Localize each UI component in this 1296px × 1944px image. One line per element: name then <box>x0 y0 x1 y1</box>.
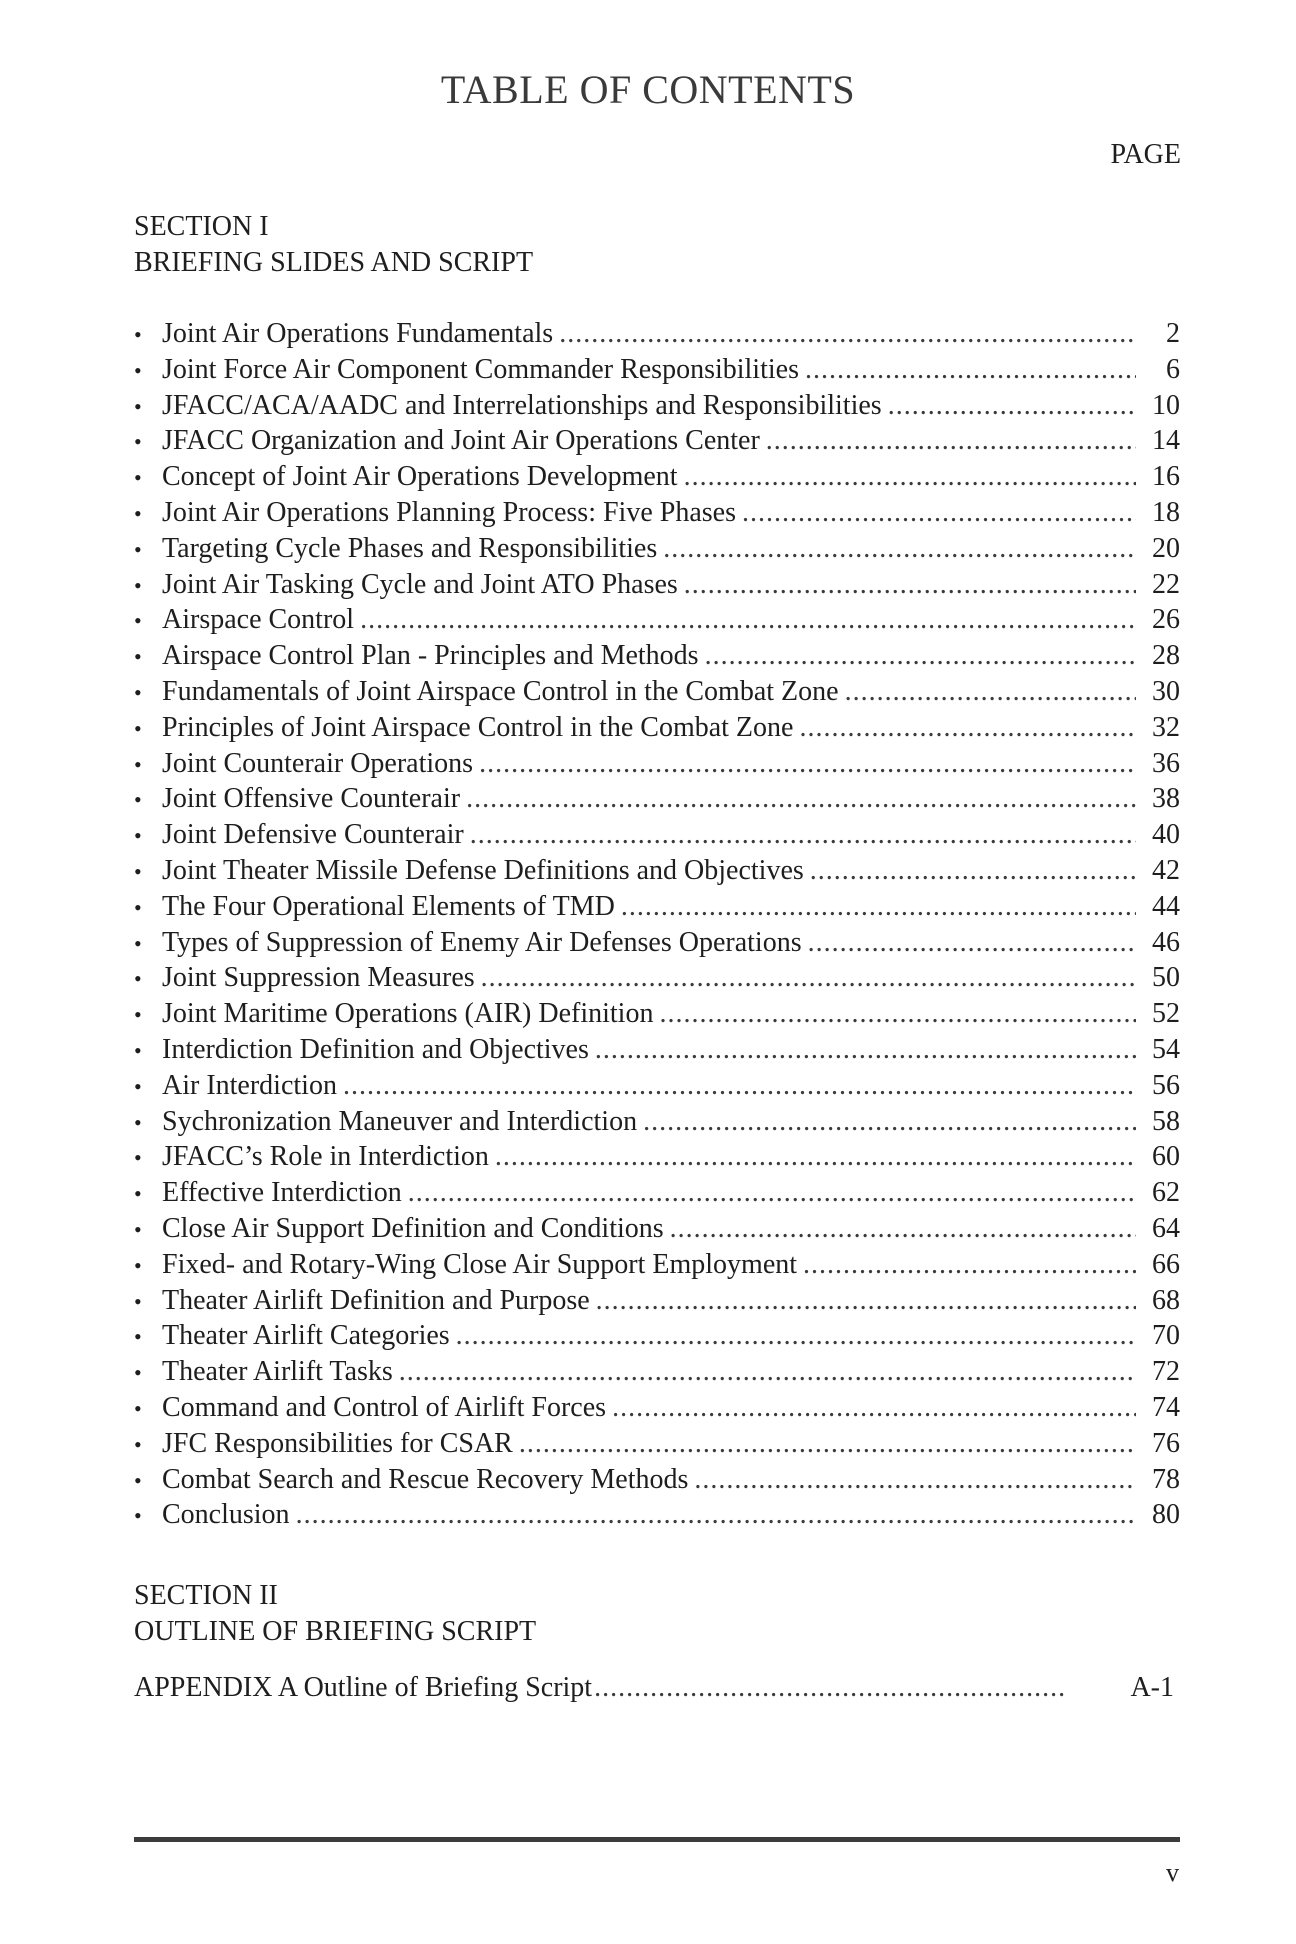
toc-entry-title: Theater Airlift Categories <box>162 1320 450 1352</box>
toc-entry-page-number: 74 <box>1152 1391 1180 1423</box>
toc-entry-title: Targeting Cycle Phases and Responsibilities <box>162 532 658 564</box>
dot-leader <box>803 1247 1136 1283</box>
section-two-header <box>134 1578 536 1650</box>
dot-leader <box>888 388 1136 424</box>
toc-entry-page-number: 46 <box>1152 926 1180 958</box>
toc-entry-title: Theater Airlift Definition and Purpose <box>162 1284 590 1316</box>
toc-entry-title: Fundamentals of Joint Airspace Control in the Combat Zone <box>162 675 839 707</box>
dot-leader <box>559 316 1136 352</box>
bullet-icon: • <box>134 1395 142 1421</box>
toc-entry-page-number: 66 <box>1152 1248 1180 1280</box>
toc-entry-title: Concept of Joint Air Operations Development <box>162 461 678 493</box>
toc-entry[interactable] <box>134 1390 1180 1426</box>
toc-entry-page-number: 32 <box>1152 711 1180 743</box>
toc-entry[interactable] <box>134 352 1180 388</box>
dot-leader <box>684 567 1136 603</box>
toc-entry-page-number: 56 <box>1152 1069 1180 1101</box>
appendix-title: APPENDIX A Outline of Briefing Script <box>134 1672 593 1703</box>
dot-leader <box>810 853 1136 889</box>
toc-entry[interactable] <box>134 1032 1180 1068</box>
toc-entry-page-number: 22 <box>1152 568 1180 600</box>
toc-entry[interactable] <box>134 1462 1180 1498</box>
toc-entry-page-number: 70 <box>1152 1320 1180 1352</box>
page-folio: v <box>1166 1858 1179 1887</box>
dot-leader <box>742 495 1136 531</box>
toc-entry-page-number: 2 <box>1166 318 1180 349</box>
toc-entry[interactable] <box>134 889 1180 925</box>
toc-entry[interactable] <box>134 674 1180 710</box>
toc-entry[interactable] <box>134 853 1180 889</box>
toc-entry[interactable] <box>134 746 1180 782</box>
bullet-icon: • <box>134 930 142 956</box>
toc-entry-page-number: 72 <box>1152 1356 1180 1388</box>
bullet-icon: • <box>134 1360 142 1386</box>
toc-entry-title: Interdiction Definition and Objectives <box>162 1033 589 1065</box>
toc-entry-page-number: 52 <box>1152 998 1180 1030</box>
toc-entry-page-number: 40 <box>1152 819 1180 851</box>
toc-entry-page-number: 36 <box>1152 747 1180 779</box>
dot-leader <box>481 960 1136 996</box>
bullet-icon: • <box>134 1037 142 1063</box>
toc-entry-title: Combat Search and Rescue Recovery Methods <box>162 1463 689 1495</box>
bullet-icon: • <box>134 1073 142 1099</box>
toc-entry[interactable] <box>134 531 1180 567</box>
bullet-icon: • <box>134 465 142 491</box>
section-two-heading: OUTLINE OF BRIEFING SCRIPT <box>134 1616 537 1647</box>
toc-entry[interactable] <box>134 1175 1180 1211</box>
bullet-icon: • <box>134 1324 142 1350</box>
page-column-header: PAGE <box>1110 139 1181 170</box>
toc-entry[interactable] <box>134 1426 1180 1462</box>
section-one-heading: BRIEFING SLIDES AND SCRIPT <box>134 247 534 278</box>
toc-entry-page-number: 6 <box>1166 353 1180 385</box>
toc-entry-page-number: 26 <box>1152 604 1180 636</box>
toc-entry-title: Joint Suppression Measures <box>162 962 475 994</box>
toc-entry-title: Types of Suppression of Enemy Air Defenses Operations <box>162 926 802 958</box>
dot-leader <box>808 925 1136 961</box>
toc-entry-title: Airspace Control <box>162 604 355 636</box>
toc-entry-title: Joint Air Operations Planning Process: Five Phases <box>162 496 736 528</box>
toc-entry-page-number: 16 <box>1152 461 1180 493</box>
bullet-icon: • <box>134 1109 142 1135</box>
toc-entry-page-number: 20 <box>1152 532 1180 564</box>
dot-leader <box>595 1032 1136 1068</box>
toc-entry[interactable] <box>134 925 1180 961</box>
toc-entry[interactable] <box>134 781 1180 817</box>
toc-entry[interactable] <box>134 495 1180 531</box>
dot-leader <box>612 1390 1136 1426</box>
toc-entry-page-number: 30 <box>1152 675 1180 707</box>
dot-leader <box>408 1175 1136 1211</box>
appendix-page-number: A-1 <box>1130 1672 1174 1703</box>
toc-entry-title: Joint Maritime Operations (AIR) Definition <box>162 998 654 1030</box>
dot-leader <box>643 1104 1136 1140</box>
toc-entry-page-number: 80 <box>1152 1499 1180 1531</box>
section-two-label: SECTION II <box>134 1580 278 1611</box>
toc-entry[interactable] <box>134 1247 1180 1283</box>
toc-entry-title: JFC Responsibilities for CSAR <box>162 1427 513 1459</box>
toc-entry[interactable] <box>134 960 1180 996</box>
dot-leader <box>519 1426 1136 1462</box>
toc-entry-page-number: 68 <box>1152 1284 1180 1316</box>
toc-entry-title: Joint Force Air Component Commander Responsibilities <box>162 353 799 385</box>
dot-leader <box>343 1068 1136 1104</box>
toc-entry-title: Joint Theater Missile Defense Definitions and Objectives <box>162 854 804 886</box>
toc-entry-title: Air Interdiction <box>162 1069 337 1101</box>
dot-leader <box>596 1283 1136 1319</box>
bullet-icon: • <box>134 536 142 562</box>
toc-entry-title: Joint Air Operations Fundamentals <box>162 318 554 349</box>
bullet-icon: • <box>134 393 142 419</box>
toc-entry-title: Theater Airlift Tasks <box>162 1356 393 1388</box>
toc-entry[interactable] <box>134 817 1180 853</box>
toc-entry[interactable] <box>134 1318 1180 1354</box>
toc-entry-page-number: 60 <box>1152 1141 1180 1173</box>
toc-entry-page-number: 14 <box>1152 425 1180 457</box>
bullet-icon: • <box>134 608 142 634</box>
toc-entry-title: Sychronization Maneuver and Interdiction <box>162 1105 638 1137</box>
bullet-icon: • <box>134 1181 142 1207</box>
toc-entry[interactable] <box>134 1354 1180 1390</box>
toc-entry-page-number: 64 <box>1152 1212 1180 1244</box>
toc-entry[interactable] <box>134 1139 1180 1175</box>
toc-entry-page-number: 78 <box>1152 1463 1180 1495</box>
dot-leader <box>766 423 1136 459</box>
toc-entry[interactable] <box>134 1211 1180 1247</box>
bullet-icon: • <box>134 1288 142 1314</box>
toc-entry-title: Principles of Joint Airspace Control in the Combat Zone <box>162 711 794 743</box>
toc-entry[interactable] <box>134 423 1180 459</box>
bullet-icon: • <box>134 751 142 777</box>
toc-entry-title: Close Air Support Definition and Conditions <box>162 1212 664 1244</box>
toc-entry-title: Command and Control of Airlift Forces <box>162 1391 607 1423</box>
bullet-icon: • <box>134 357 142 383</box>
toc-entry-title: Joint Air Tasking Cycle and Joint ATO Phases <box>162 568 678 600</box>
toc-entry-page-number: 10 <box>1152 389 1180 421</box>
bullet-icon: • <box>134 1145 142 1171</box>
toc-entry-title: Joint Offensive Counterair <box>162 783 461 815</box>
toc-entry-title: Airspace Control Plan - Principles and Methods <box>162 640 699 672</box>
section-one-header <box>134 209 533 281</box>
toc-entry-title: JFACC/ACA/AADC and Interrelationships and Responsibilities <box>162 389 882 421</box>
dot-leader <box>684 459 1136 495</box>
bullet-icon: • <box>134 572 142 598</box>
page-title: TABLE OF CONTENTS <box>440 67 856 112</box>
dot-leader <box>694 1462 1136 1498</box>
toc-entry-page-number: 54 <box>1152 1033 1180 1065</box>
dot-leader <box>594 1670 1064 1706</box>
toc-entry-page-number: 58 <box>1152 1105 1180 1137</box>
bullet-icon: • <box>134 1467 142 1493</box>
dot-leader <box>670 1211 1136 1247</box>
toc-entry[interactable] <box>134 459 1180 495</box>
toc-entry[interactable] <box>134 1497 1180 1533</box>
appendix-entry[interactable] <box>134 1670 1174 1706</box>
dot-leader <box>659 996 1136 1032</box>
toc-entry-title: Joint Defensive Counterair <box>162 819 464 851</box>
toc-entry[interactable] <box>134 388 1180 424</box>
bullet-icon: • <box>134 823 142 849</box>
toc-entry[interactable] <box>134 1283 1180 1319</box>
toc-entry-page-number: 28 <box>1152 640 1180 672</box>
toc-entry-page-number: 50 <box>1152 962 1180 994</box>
dot-leader <box>360 602 1136 638</box>
dot-leader <box>799 710 1136 746</box>
dot-leader <box>845 674 1136 710</box>
toc-entry-page-number: 62 <box>1152 1177 1180 1209</box>
dot-leader <box>466 781 1136 817</box>
bullet-icon: • <box>134 894 142 920</box>
bullet-icon: • <box>134 679 142 705</box>
toc-entry-page-number: 38 <box>1152 783 1180 815</box>
bullet-icon: • <box>134 858 142 884</box>
toc-entry[interactable] <box>134 316 1180 352</box>
toc-entry[interactable] <box>134 602 1180 638</box>
bullet-icon: • <box>134 787 142 813</box>
toc-entry-page-number: 76 <box>1152 1427 1180 1459</box>
bullet-icon: • <box>134 429 142 455</box>
toc-entry-title: Effective Interdiction <box>162 1177 402 1209</box>
dot-leader <box>479 746 1136 782</box>
dot-leader <box>621 889 1136 925</box>
dot-leader <box>495 1139 1136 1175</box>
bullet-icon: • <box>134 500 142 526</box>
toc-entry-title: The Four Operational Elements of TMD <box>162 890 615 922</box>
bullet-icon: • <box>134 1216 142 1242</box>
dot-leader <box>399 1354 1136 1390</box>
bullet-icon: • <box>134 1431 142 1457</box>
toc-entry-page-number: 44 <box>1152 890 1180 922</box>
toc-entry-title: JFACC Organization and Joint Air Operations Center <box>162 425 760 457</box>
toc-entry[interactable] <box>134 638 1180 674</box>
toc-list <box>134 316 1180 1533</box>
dot-leader <box>663 531 1136 567</box>
toc-entry-page-number: 18 <box>1152 496 1180 528</box>
bullet-icon: • <box>134 715 142 741</box>
bullet-icon: • <box>134 1252 142 1278</box>
toc-entry-page-number: 42 <box>1152 854 1180 886</box>
toc-entry[interactable] <box>134 1068 1180 1104</box>
toc-entry-title: JFACC’s Role in Interdiction <box>162 1141 489 1173</box>
dot-leader <box>705 638 1136 674</box>
bullet-icon: • <box>134 644 142 670</box>
section-one-label: SECTION I <box>134 211 269 242</box>
toc-entry[interactable] <box>134 710 1180 746</box>
dot-leader <box>456 1318 1136 1354</box>
toc-entry[interactable] <box>134 567 1180 603</box>
toc-entry-title: Conclusion <box>162 1499 290 1531</box>
toc-entry-title: Joint Counterair Operations <box>162 747 474 779</box>
toc-entry[interactable] <box>134 1104 1180 1140</box>
dot-leader <box>296 1497 1136 1533</box>
bullet-icon: • <box>134 1503 142 1529</box>
dot-leader <box>805 352 1136 388</box>
bullet-icon: • <box>134 966 142 992</box>
toc-entry[interactable] <box>134 996 1180 1032</box>
bullet-icon: • <box>134 322 142 347</box>
footer-rule <box>134 1837 1180 1842</box>
bullet-icon: • <box>134 1002 142 1028</box>
dot-leader <box>470 817 1136 853</box>
toc-entry-title: Fixed- and Rotary-Wing Close Air Support Employment <box>162 1248 798 1280</box>
